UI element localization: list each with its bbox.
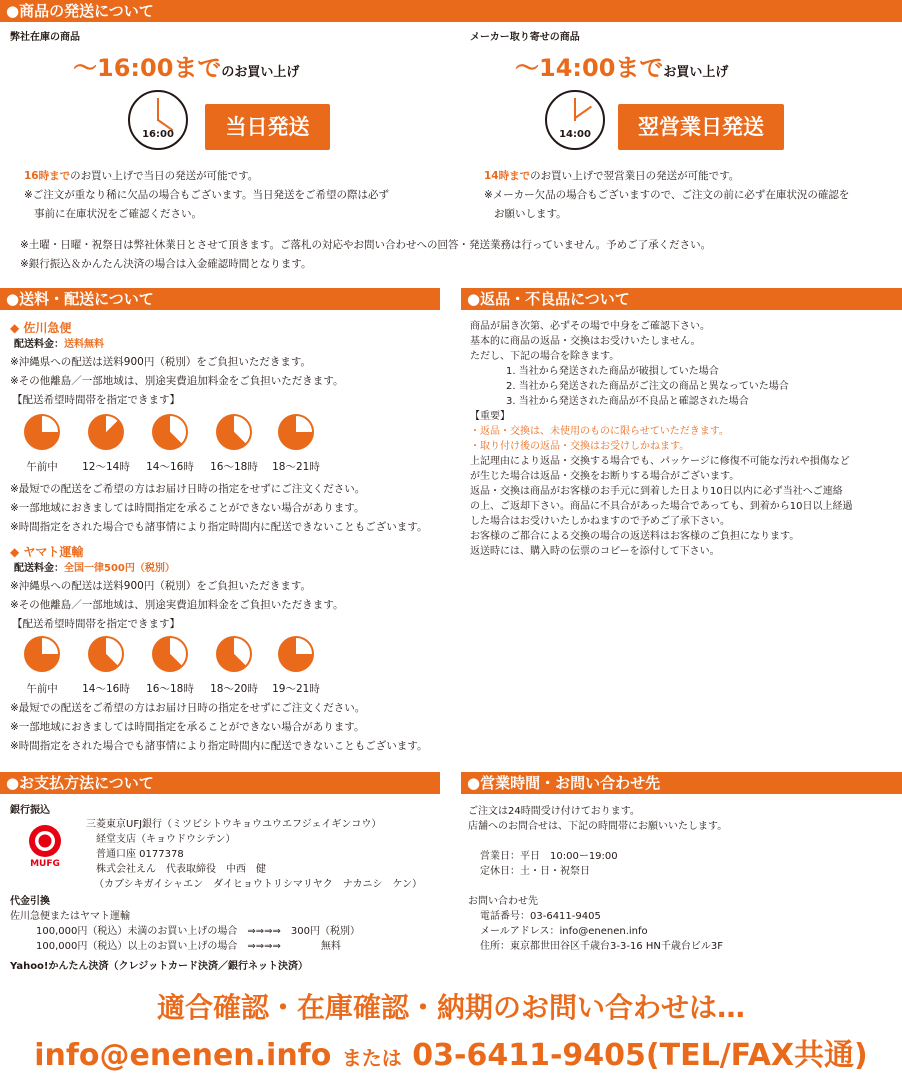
right-deadline-suffix: お買い上げ	[663, 65, 729, 80]
returns-line: 3. 当社から発送された商品が不良品と確認された場合	[506, 396, 749, 407]
contact-body	[468, 804, 727, 954]
sagawa-line: 【配送希望時間帯を指定できます】	[12, 394, 180, 406]
time-slot-pie-icon	[24, 414, 60, 450]
bank-line: （カブシキガイシャエン ダイヒョウトリシマリヤク ナカニシ ケン）	[94, 879, 422, 890]
mufg-logo	[22, 823, 68, 869]
returns-line: 上記理由により返品・交換する場合でも、パッケージに修復不可能な汚れや損傷など	[470, 456, 850, 467]
yamato-note: ※時間指定をされた場合でも諸事情により指定時間内に配送できないこともございます。	[10, 740, 428, 752]
shipping-notes	[20, 236, 711, 274]
right-note-0: 14時までのお買い上げで翌営業日の発送が可能です。	[484, 170, 740, 182]
contact-line: ご注文は24時間受け付けております。	[468, 806, 640, 817]
time-slot-label: 16〜18時	[146, 683, 194, 695]
shipping-note: ※銀行振込＆かんたん決済の場合は入金確認時間となります。	[20, 258, 312, 270]
yamato-title: ◆ ヤマト運輸	[10, 545, 84, 559]
cta-line2	[0, 1030, 902, 1074]
yamato-fee: 配送料金：全国一律500円（税別）	[14, 563, 175, 574]
cod-line: 100,000円（税込）以上のお買い上げの場合 ⇒⇒⇒⇒ 無料	[36, 941, 341, 952]
time-slot-label: 12〜14時	[82, 461, 130, 473]
bank-details	[86, 817, 422, 892]
returns-line: お客様のご都合による交換の場合の返送料はお客様のご負担になります。	[470, 531, 800, 542]
returns-line: ただし、下記の場合を除きます。	[470, 351, 620, 362]
time-slot-label: 18〜21時	[272, 461, 320, 473]
cod-details	[10, 909, 360, 954]
email-address[interactable]: メールアドレス：info@enenen.info	[480, 926, 648, 937]
clock-hour-hand	[157, 98, 159, 121]
returns-line: 商品が届き次第、必ずその場で中身をご確認下さい。	[470, 321, 710, 332]
bank-line: 三菱東京UFJ銀行（ミツビシトウキョウユウエフジェイギンコウ）	[86, 819, 382, 830]
right-category: メーカー取り寄せの商品	[470, 32, 580, 43]
sagawa-line: ※その他離島／一部地域は、別途実費追加料金をご負担いただきます。	[10, 375, 344, 387]
bank-line: 経堂支店（キョウドウシテン）	[96, 834, 236, 845]
left-notes	[24, 167, 389, 224]
sagawa-title: ◆ 佐川急便	[10, 321, 72, 335]
left-note-0: 16時までのお買い上げで当日の発送が可能です。	[24, 170, 259, 182]
closed-days: 定休日：土・日・祝祭日	[480, 866, 590, 877]
yamato-time-slots	[0, 636, 440, 700]
address: 住所：東京都世田谷区千歳台3-3-16 HN千歳台ビル3F	[480, 941, 723, 952]
cta-email[interactable]: info@enenen.info	[34, 1038, 332, 1073]
time-slot-pie-icon	[152, 636, 188, 672]
returns-line: ・取り付け後の返品・交換はお受けしかねます。	[470, 441, 690, 452]
cod-line: 佐川急便またはヤマト運輸	[10, 911, 130, 922]
sagawa-note: ※時間指定をされた場合でも諸事情により指定時間内に配送できないこともございます。	[10, 521, 428, 533]
returns-line: 基本的に商品の返品・交換はお受けいたしません。	[470, 336, 701, 347]
time-slot-pie-icon	[24, 636, 60, 672]
yamato-line: ※沖縄県への配送は送料900円（税別）をご負担いただきます。	[10, 580, 311, 592]
contact-header: ●営業時間・お問い合わせ先	[461, 772, 902, 794]
yamato-line: 【配送希望時間帯を指定できます】	[12, 618, 180, 630]
returns-body	[470, 319, 853, 559]
cta-line1: 適合確認・在庫確認・納期のお問い合わせは…	[156, 991, 745, 1024]
cod-title: 代金引換	[10, 896, 50, 907]
right-deadline	[515, 48, 728, 83]
returns-line: が生じた場合は返品・交換をお断りする場合がございます。	[470, 471, 740, 482]
time-slot-pie-icon	[152, 414, 188, 450]
time-slot-label: 午前中	[26, 683, 58, 695]
time-slot-label: 14〜16時	[82, 683, 130, 695]
left-deadline	[73, 48, 299, 83]
cod-line: 100,000円（税込）未満のお買い上げの場合 ⇒⇒⇒⇒ 300円（税別）	[36, 926, 360, 937]
returns-line: 【重要】	[470, 411, 510, 422]
payment-header: ●お支払方法について	[0, 772, 440, 794]
time-slot-pie-icon	[88, 414, 124, 450]
sagawa-time-slots	[0, 414, 440, 478]
contact-spacer	[468, 834, 727, 849]
cta-phone[interactable]: 03-6411-9405(TEL/FAX共通)	[412, 1038, 868, 1073]
time-slot-pie-icon	[216, 636, 252, 672]
yamato-line: ※その他離島／一部地域は、別途実費追加料金をご負担いただきます。	[10, 599, 344, 611]
yamato-lines	[10, 577, 343, 634]
contact-spacer	[468, 879, 727, 894]
bank-title: 銀行振込	[10, 805, 50, 816]
bank-line: 普通口座 0177378	[96, 849, 184, 860]
clock-icon	[545, 90, 605, 150]
returns-line: の上、ご返却下さい。商品に不具合があった場合であっても、到着から10日以上経過	[470, 501, 853, 512]
time-slot-pie-icon	[278, 636, 314, 672]
sagawa-note: ※最短での配送をご希望の方はお届け日時の指定をせずにご注文ください。	[10, 483, 366, 495]
clock-label: 14:00	[559, 129, 591, 140]
left-note-1: ※ご注文が重なり稀に欠品の場合もございます。当日発送をご希望の際は必ず	[24, 189, 389, 201]
time-slot-label: 14〜16時	[146, 461, 194, 473]
returns-line: 返送時には、購入時の伝票のコピーを添付して下さい。	[470, 546, 720, 557]
returns-header: ●返品・不良品について	[461, 288, 902, 310]
right-deadline-time: 〜14:00まで	[515, 54, 664, 82]
returns-line: 2. 当社から発送された商品がご注文の商品と異なっていた場合	[506, 381, 789, 392]
phone-number: 電話番号：03-6411-9405	[480, 911, 601, 922]
mufg-logo-text: MUFG	[30, 859, 60, 869]
delivery-header: ●送料・配送について	[0, 288, 440, 310]
returns-line: ・返品・交換は、未使用のものに限らせていただきます。	[470, 426, 729, 437]
clock-icon	[128, 90, 188, 150]
returns-line: 1. 当社から発送された商品が破損していた場合	[506, 366, 719, 377]
contact-line: お問い合わせ先	[468, 896, 538, 907]
business-days: 営業日：平日 10:00ー19:00	[480, 851, 618, 862]
time-slot-label: 18〜20時	[210, 683, 258, 695]
shipping-note: ※土曜・日曜・祝祭日は弊社休業日とさせて頂きます。ご落札の対応やお問い合わせへの回答・発送業務は行っていません。予めご了承ください。	[20, 239, 712, 251]
left-deadline-time: 〜16:00まで	[73, 54, 222, 82]
sagawa-line: ※沖縄県への配送は送料900円（税別）をご負担いただきます。	[10, 356, 311, 368]
sagawa-note: ※一部地域におきましては時間指定を承ることができない場合があります。	[10, 502, 365, 514]
time-slot-label: 16〜18時	[210, 461, 258, 473]
left-category: 弊社在庫の商品	[10, 32, 80, 43]
time-slot-pie-icon	[88, 636, 124, 672]
yamato-note: ※最短での配送をご希望の方はお届け日時の指定をせずにご注文ください。	[10, 702, 366, 714]
shipping-header: ●商品の発送について	[0, 0, 902, 22]
sagawa-lines	[10, 353, 343, 410]
time-slot-pie-icon	[278, 414, 314, 450]
sagawa-notes	[10, 480, 427, 537]
left-deadline-suffix: のお買い上げ	[221, 65, 300, 80]
time-slot-pie-icon	[216, 414, 252, 450]
right-note-1: ※メーカー欠品の場合もございますので、ご注文の前に必ず在庫状況の確認を	[484, 189, 850, 201]
bank-line: 株式会社えん 代表取締役 中西 健	[96, 864, 266, 875]
yamato-notes	[10, 699, 427, 756]
sagawa-fee: 配送料金：送料無料	[14, 339, 104, 350]
returns-line: 返品・交換は商品がお客様のお手元に到着した日より10日以内に必ず当社へご連絡	[470, 486, 843, 497]
left-note-2: 事前に在庫状況をご確認ください。	[34, 208, 202, 220]
yamato-note: ※一部地域におきましては時間指定を承ることができない場合があります。	[10, 721, 365, 733]
clock-label: 16:00	[142, 129, 174, 140]
clock-minute-hand	[574, 106, 592, 119]
next-day-badge: 翌営業日発送	[618, 104, 784, 150]
yahoo-payment: Yahoo!かんたん決済（クレジットカード決済／銀行ネット決済）	[10, 961, 308, 972]
cta-or: または	[341, 1046, 402, 1070]
right-notes	[484, 167, 849, 224]
contact-line: 店舗へのお問合せは、下記の時間帯にお願いいたします。	[468, 821, 728, 832]
same-day-badge: 当日発送	[205, 104, 330, 150]
time-slot-label: 午前中	[26, 461, 58, 473]
returns-line: した場合はお受けいたしかねますので予めご了承下さい。	[470, 516, 730, 527]
time-slot-label: 19〜21時	[272, 683, 320, 695]
right-note-2: お願いします。	[494, 208, 567, 220]
